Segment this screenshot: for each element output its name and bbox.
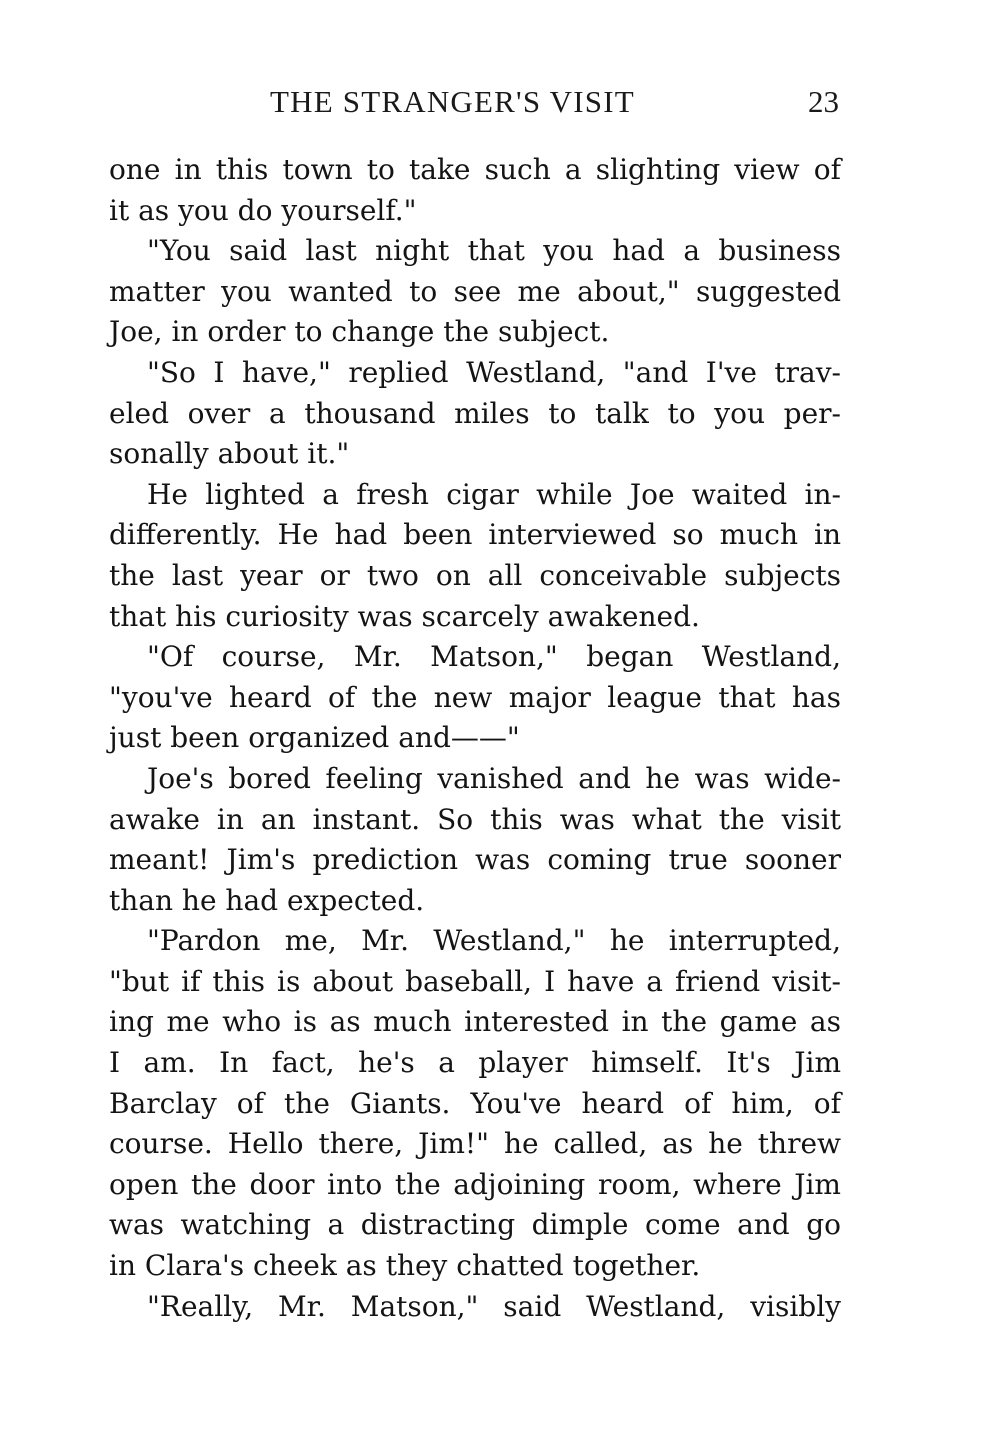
text-line: than he had expected. (109, 883, 425, 917)
running-head (0, 78, 1000, 126)
text-line: the last year or two on all conceivable subjects (109, 558, 841, 592)
text-line: matter you wanted to see me about," suggested (109, 274, 841, 308)
text-line: He lighted a fresh cigar while Joe waited in- (147, 477, 841, 511)
text-line: open the door into the adjoining room, where Jim (109, 1167, 841, 1201)
text-line: it as you do yourself." (109, 193, 417, 227)
text-line: sonally about it." (109, 437, 350, 471)
text-line: Joe, in order to change the subject. (109, 315, 610, 349)
text-line: "Of course, Mr. Matson," began Westland, (147, 640, 841, 674)
text-line: was watching a distracting dimple come and go (109, 1208, 841, 1242)
text-line: differently. He had been interviewed so much in (109, 518, 841, 552)
text-line: one in this town to take such a slighting view of (109, 153, 841, 186)
text-line: "So I have," replied Westland, "and I've trav- (147, 355, 841, 389)
text-line: meant! Jim's prediction was coming true sooner (109, 843, 841, 877)
text-line: "you've heard of the new major league that has (109, 680, 841, 714)
text-line: that his curiosity was scarcely awakened. (109, 599, 700, 633)
text-line: "You said last night that you had a business (147, 234, 841, 268)
page-number: 23 (808, 84, 839, 119)
text-line: eled over a thousand miles to talk to you per- (109, 396, 841, 430)
body-text (109, 150, 841, 1327)
text-line: "Really, Mr. Matson," said Westland, visibly (147, 1289, 841, 1323)
text-line: I am. In fact, he's a player himself. It's Jim (109, 1046, 841, 1080)
text-line: "Pardon me, Mr. Westland," he interrupted, (147, 924, 841, 958)
text-line: Joe's bored feeling vanished and he was wide- (147, 761, 841, 795)
text-line: Barclay of the Giants. You've heard of him, of (109, 1086, 841, 1120)
text-line: course. Hello there, Jim!" he called, as he threw (109, 1127, 841, 1161)
text-line: "but if this is about baseball, I have a friend visit- (109, 964, 841, 998)
text-line: ing me who is as much interested in the game as (109, 1005, 841, 1039)
text-line: awake in an instant. So this was what the visit (109, 802, 841, 836)
text-line: just been organized and——" (109, 721, 520, 755)
running-title: THE STRANGER'S VISIT (270, 84, 635, 119)
text-line: in Clara's cheek as they chatted together. (109, 1249, 701, 1283)
